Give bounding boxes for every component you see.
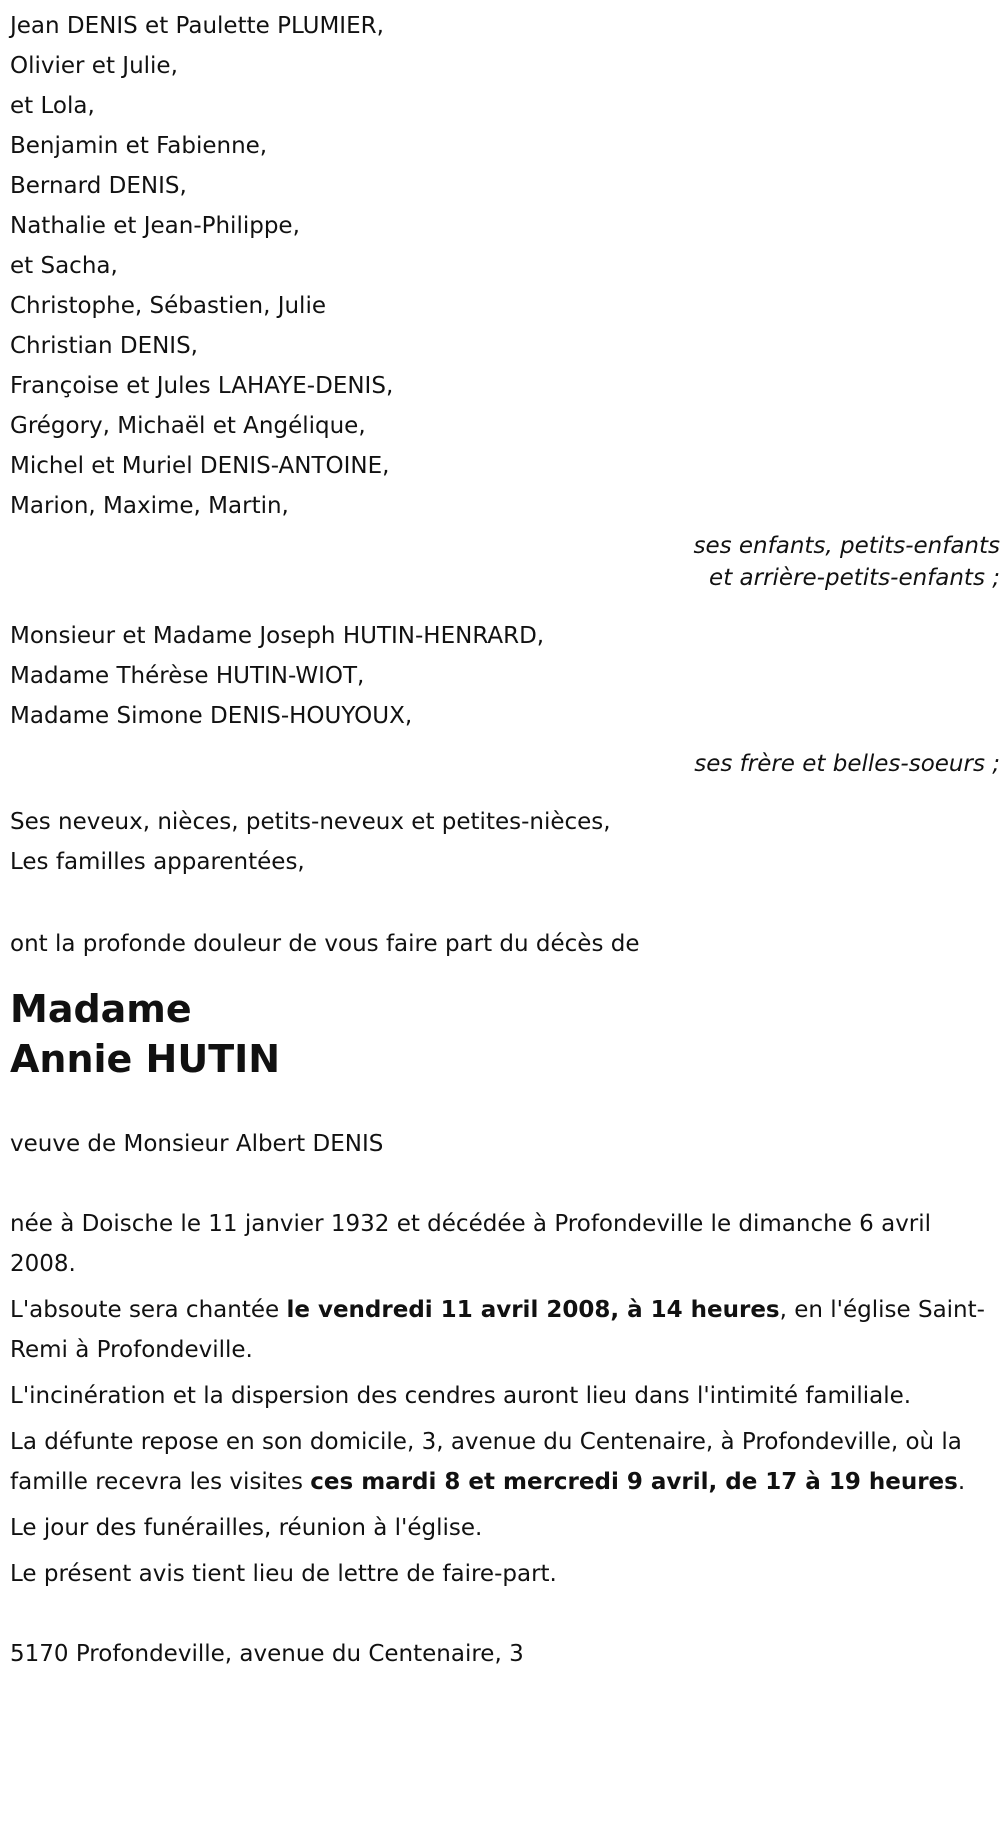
- family-line: Michel et Muriel DENIS-ANTOINE,: [10, 453, 390, 479]
- family-group-2: [10, 616, 1000, 784]
- visit-times: ces mardi 8 et mercredi 9 avril, de 17 à 19 heures: [310, 1469, 958, 1495]
- family-line: Ses neveux, nièces, petits-neveux et petites-nièces,: [10, 809, 611, 835]
- widow-of: veuve de Monsieur Albert DENIS: [10, 1131, 384, 1157]
- family-line: et Lola,: [10, 93, 95, 119]
- family-group-3: [10, 802, 988, 882]
- family-line: Christophe, Sébastien, Julie: [10, 293, 326, 319]
- notice-text: Le présent avis tient lieu de lettre de faire-part.: [10, 1561, 557, 1587]
- family-line: Madame Thérèse HUTIN-WIOT,: [10, 663, 365, 689]
- family-line: Nathalie et Jean-Philippe,: [10, 213, 300, 239]
- family-group-1: [10, 6, 1000, 598]
- family-line: Jean DENIS et Paulette PLUMIER,: [10, 13, 384, 39]
- family-line: Olivier et Julie,: [10, 53, 178, 79]
- family-line: et Sacha,: [10, 253, 118, 279]
- family-line: Christian DENIS,: [10, 333, 198, 359]
- absoute-date: le vendredi 11 avril 2008, à 14 heures: [286, 1297, 780, 1323]
- family-line: Monsieur et Madame Joseph HUTIN-HENRARD,: [10, 623, 545, 649]
- deceased-full-name: Annie HUTIN: [10, 1037, 281, 1081]
- details-section: [10, 1204, 988, 1594]
- deceased-name: [10, 984, 988, 1084]
- family-line: Marion, Maxime, Martin,: [10, 493, 289, 519]
- family-line: Les familles apparentées,: [10, 849, 305, 875]
- absoute-text: L'absoute sera chantée le vendredi 11 avril 2008, à 14 heures, en l'église Saint-Remi à Profondeville.: [10, 1297, 985, 1363]
- family-line: Madame Simone DENIS-HOUYOUX,: [10, 703, 413, 729]
- cremation-text: L'incinération et la dispersion des cendres auront lieu dans l'intimité familiale.: [10, 1383, 912, 1409]
- relation-great-grandchildren: et arrière-petits-enfants ;: [709, 565, 1000, 591]
- relation-siblings: ses frère et belles-soeurs ;: [694, 751, 1000, 777]
- visit-text: La défunte repose en son domicile, 3, avenue du Centenaire, à Profondeville, où la famille recevra les visites ces mardi 8 et mercredi 9 avril, de 17 à 19 heures.: [10, 1429, 966, 1495]
- relation-children: ses enfants, petits-enfants: [693, 533, 1000, 559]
- family-line: Benjamin et Fabienne,: [10, 133, 268, 159]
- funeral-day-text: Le jour des funérailles, réunion à l'église.: [10, 1515, 483, 1541]
- family-line: Françoise et Jules LAHAYE-DENIS,: [10, 373, 394, 399]
- family-line: Grégory, Michaël et Angélique,: [10, 413, 366, 439]
- deceased-title: Madame: [10, 987, 192, 1031]
- contact-address: 5170 Profondeville, avenue du Centenaire, 3: [10, 1641, 524, 1667]
- birth-death-text: née à Doische le 11 janvier 1932 et décédée à Profondeville le dimanche 6 avril 2008.: [10, 1211, 932, 1277]
- family-line: Bernard DENIS,: [10, 173, 187, 199]
- announcement-intro: ont la profonde douleur de vous faire part du décès de: [10, 931, 640, 957]
